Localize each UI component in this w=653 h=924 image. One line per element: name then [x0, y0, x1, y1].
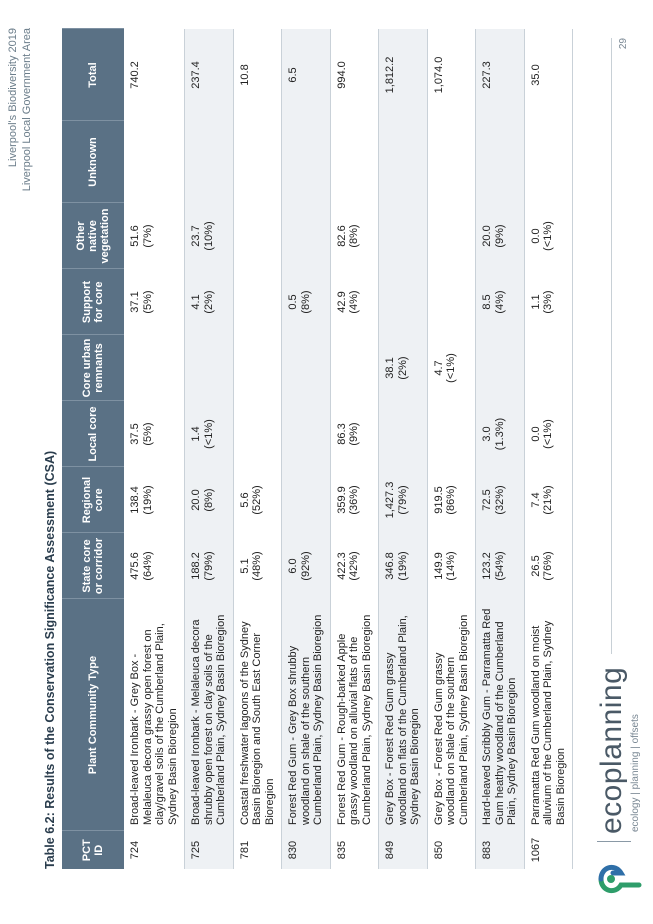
cell-local-core: 1.4 (<1%) [185, 401, 234, 467]
cell-core-urban [185, 335, 234, 401]
footer-rule [611, 38, 612, 654]
cell-unknown [282, 121, 331, 203]
cell-local-core [282, 401, 331, 467]
cell-plant-type: Broad-leaved Ironbark - Grey Box - Melaleuca decora grassy open forest on clay/gravel soils of the Cumberland Plain, Sydney Basin Bioregion [124, 599, 185, 831]
cell-total: 6.5 [282, 29, 331, 121]
col-header-regional-core: Regional core [62, 467, 124, 533]
cell-total: 740.2 [124, 29, 185, 121]
cell-unknown [124, 121, 185, 203]
table-row [379, 29, 428, 869]
cell-support-core: 0.5 (8%) [282, 269, 331, 335]
cell-total: 1,812.2 [379, 29, 428, 121]
cell-total: 994.0 [330, 29, 379, 121]
cell-regional-core: 359.9 (36%) [330, 467, 379, 533]
brand-tagline: ecology | planning | offsets [630, 714, 641, 832]
cell-other-native [282, 203, 331, 269]
cell-core-urban [330, 335, 379, 401]
cell-plant-type: Hard-leaved Scribbly Gum - Parramatta Red Gum heathy woodland of the Cumberland Plain, Sydney Basin Bioregion [476, 599, 525, 831]
csa-results-table [62, 29, 573, 870]
cell-plant-type: Broad-leaved Ironbark - Melaleuca decora shrubby open forest on clay soils of the Cumberland Plain, Sydney Basin Bioregion [185, 599, 234, 831]
table-row [124, 29, 185, 869]
cell-other-native: 23.7 (10%) [185, 203, 234, 269]
table-row [233, 29, 282, 869]
cell-unknown [185, 121, 234, 203]
cell-pct-id: 835 [330, 831, 379, 869]
cell-pct-id: 781 [233, 831, 282, 869]
header-subtitle: Liverpool Local Government Area [21, 28, 33, 192]
cell-state-core: 422.3 (42%) [330, 533, 379, 599]
cell-other-native: 20.0 (9%) [476, 203, 525, 269]
cell-state-core: 5.1 (48%) [233, 533, 282, 599]
brand-name: ecoplanning [595, 666, 628, 834]
cell-local-core [379, 401, 428, 467]
table-row [476, 29, 525, 869]
table-body [124, 29, 573, 869]
cell-other-native [379, 203, 428, 269]
table-caption: Table 6.2: Results of the Conservation Significance Assessment (CSA) [43, 450, 57, 869]
cell-plant-type: Forest Red Gum - Rough-barked Apple grassy woodland on alluvial flats of the Cumberland Plain, Sydney Basin Bioregion [330, 599, 379, 831]
col-header-pct-id: PCT ID [62, 831, 124, 869]
cell-local-core: 3.0 (1.3%) [476, 401, 525, 467]
cell-regional-core: 138.4 (19%) [124, 467, 185, 533]
col-header-state-core: State core or corridor [62, 533, 124, 599]
cell-regional-core: 7.4 (21%) [524, 467, 573, 533]
cell-unknown [330, 121, 379, 203]
cell-support-core [427, 269, 476, 335]
cell-support-core: 8.5 (4%) [476, 269, 525, 335]
cell-state-core: 6.0 (92%) [282, 533, 331, 599]
cell-core-urban [524, 335, 573, 401]
col-header-total: Total [62, 29, 124, 121]
cell-regional-core: 1,427.3 (79%) [379, 467, 428, 533]
table-row [524, 29, 573, 869]
page-footer [583, 0, 653, 924]
cell-state-core: 26.5 (76%) [524, 533, 573, 599]
cell-pct-id: 883 [476, 831, 525, 869]
cell-state-core: 346.8 (19%) [379, 533, 428, 599]
cell-core-urban [124, 335, 185, 401]
cell-core-urban [233, 335, 282, 401]
table-header-row [62, 29, 124, 869]
cell-total: 35.0 [524, 29, 573, 121]
col-header-core-urban: Core urban remnants [62, 335, 124, 401]
cell-regional-core: 20.0 (8%) [185, 467, 234, 533]
cell-plant-type: Grey Box - Forest Red Gum grassy woodland on shale of the southern Cumberland Plain, Sydney Basin Bioregion [427, 599, 476, 831]
cell-pct-id: 725 [185, 831, 234, 869]
cell-regional-core: 72.5 (32%) [476, 467, 525, 533]
cell-unknown [524, 121, 573, 203]
cell-state-core: 188.2 (79%) [185, 533, 234, 599]
cell-core-urban [282, 335, 331, 401]
cell-plant-type: Parramatta Red Gum woodland on moist alluvium of the Cumberland Plain, Sydney Basin Bioregion [524, 599, 573, 831]
page-number: 29 [618, 38, 629, 50]
cell-regional-core: 919.5 (86%) [427, 467, 476, 533]
cell-support-core: 4.1 (2%) [185, 269, 234, 335]
cell-unknown [476, 121, 525, 203]
cell-pct-id: 850 [427, 831, 476, 869]
cell-local-core: 86.3 (9%) [330, 401, 379, 467]
col-header-unknown: Unknown [62, 121, 124, 203]
cell-other-native [427, 203, 476, 269]
cell-support-core [379, 269, 428, 335]
cell-local-core [233, 401, 282, 467]
cell-support-core: 1.1 (3%) [524, 269, 573, 335]
col-header-support-core: Support for core [62, 269, 124, 335]
cell-support-core [233, 269, 282, 335]
cell-regional-core [282, 467, 331, 533]
cell-state-core: 475.6 (64%) [124, 533, 185, 599]
cell-total: 10.8 [233, 29, 282, 121]
header-title: Liverpool's Biodiversity 2019 [7, 28, 19, 168]
cell-support-core: 42.9 (4%) [330, 269, 379, 335]
cell-core-urban: 38.1 (2%) [379, 335, 428, 401]
col-header-other-native: Other native vegetation [62, 203, 124, 269]
cell-other-native: 82.6 (8%) [330, 203, 379, 269]
cell-total: 237.4 [185, 29, 234, 121]
cell-plant-type: Grey Box - Forest Red Gum grassy woodland on flats of the Cumberland Plain, Sydney Basin Bioregion [379, 599, 428, 831]
document-header [6, 28, 34, 191]
cell-total: 227.3 [476, 29, 525, 121]
cell-other-native: 0.0 (<1%) [524, 203, 573, 269]
cell-pct-id: 849 [379, 831, 428, 869]
cell-core-urban [476, 335, 525, 401]
table-row [330, 29, 379, 869]
cell-pct-id: 1067 [524, 831, 573, 869]
cell-unknown [427, 121, 476, 203]
ecoplanning-logo-icon [593, 859, 643, 899]
cell-plant-type: Forest Red Gum - Grey Box shrubby woodland on shale of the southern Cumberland Plain, Sydney Basin Bioregion [282, 599, 331, 831]
cell-state-core: 149.9 (14%) [427, 533, 476, 599]
col-header-local-core: Local core [62, 401, 124, 467]
cell-state-core: 123.2 (54%) [476, 533, 525, 599]
cell-pct-id: 724 [124, 831, 185, 869]
cell-regional-core: 5.6 (52%) [233, 467, 282, 533]
table-row [427, 29, 476, 869]
cell-core-urban: 4.7 (<1%) [427, 335, 476, 401]
cell-plant-type: Coastal freshwater lagoons of the Sydney Basin Bioregion and South East Corner Bioregion [233, 599, 282, 831]
cell-local-core [427, 401, 476, 467]
col-header-plant-type: Plant Community Type [62, 599, 124, 831]
cell-unknown [379, 121, 428, 203]
table-row [282, 29, 331, 869]
table-row [185, 29, 234, 869]
cell-local-core: 37.5 (5%) [124, 401, 185, 467]
cell-local-core: 0.0 (<1%) [524, 401, 573, 467]
cell-unknown [233, 121, 282, 203]
cell-pct-id: 830 [282, 831, 331, 869]
cell-other-native: 51.6 (7%) [124, 203, 185, 269]
cell-total: 1,074.0 [427, 29, 476, 121]
logo-divider [597, 841, 631, 842]
cell-other-native [233, 203, 282, 269]
cell-support-core: 37.1 (5%) [124, 269, 185, 335]
